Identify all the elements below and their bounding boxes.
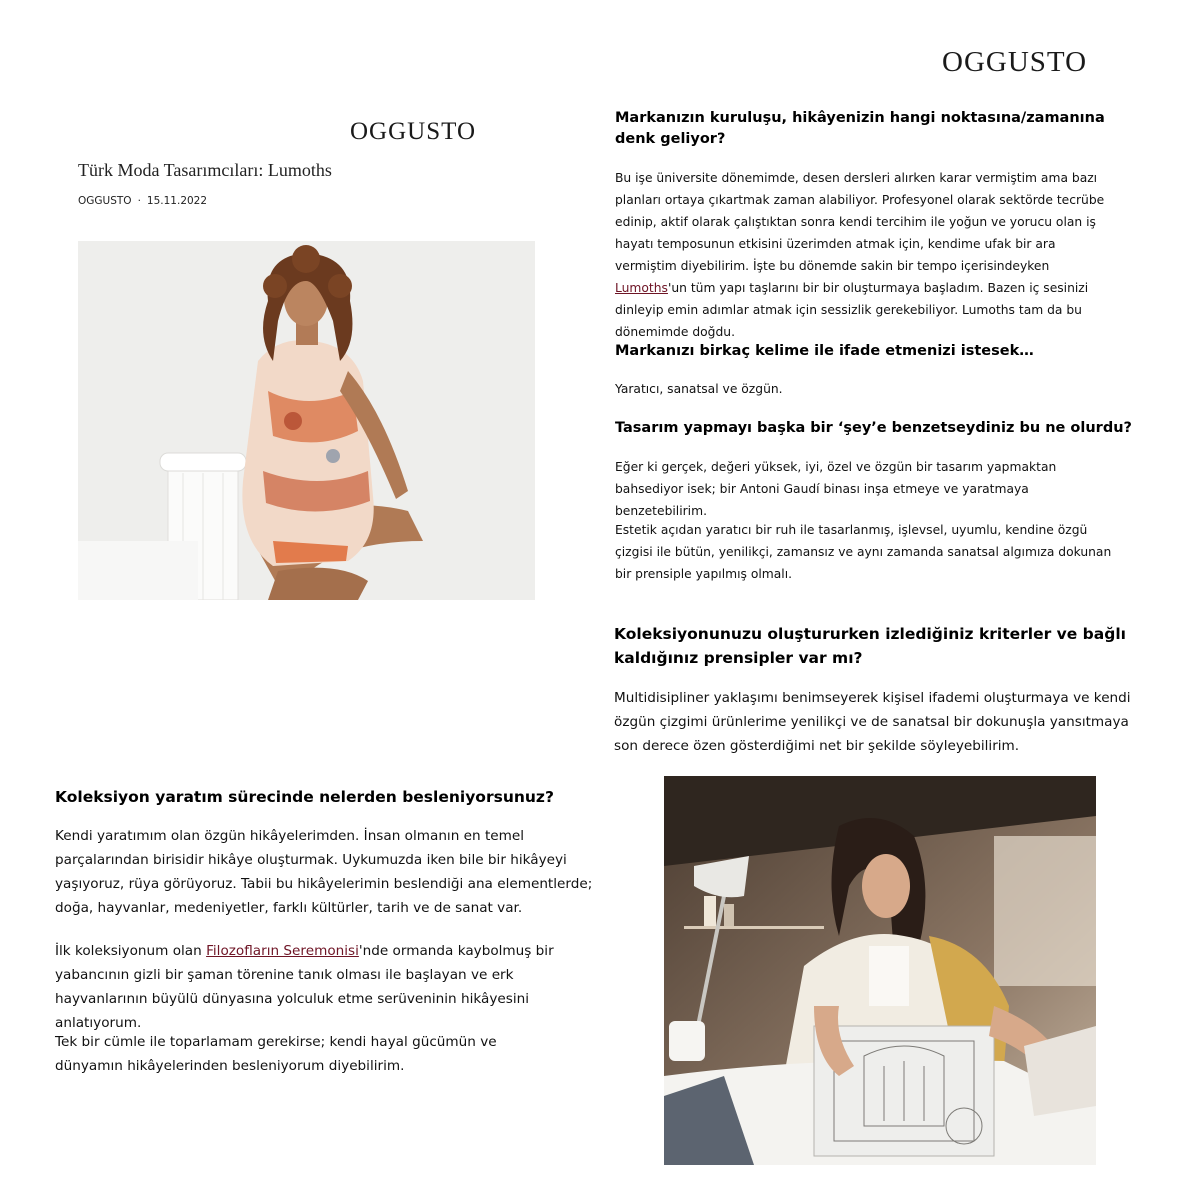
collection-link[interactable]: Filozofların Seremonisi <box>206 943 359 959</box>
q5-answer-3: Tek bir cümle ile toparlamam gerekirse; kendi hayal gücümün ve dünyamın hikâyelerinden besleniyorum diyebilirim. <box>55 1034 497 1074</box>
model-photo-illustration <box>78 241 535 600</box>
q5-answer-1: Kendi yaratımım olan özgün hikâyelerimden. İnsan olmanın en temel parçalarından birisidir hikâye oluşturmak. Uykumuzda iken bile bir hikâyeyi yaşıyoruz, rüya görüyoruz. Tabii bu hikâyelerimin beslendiği ana elementlerde; doğa, hayvanlar, medeniyetler, farklı kültürler, tarih ve de sanat var. <box>55 828 593 916</box>
q1-answer-text-b: 'un tüm yapı taşlarını bir bir oluşturmaya başladım. Bazen iç sesinizi dinleyip emin adımlar atmak için sessizlik gerekebiliyor. Lumoths tam da bu dönemimde doğdu. <box>615 281 1089 339</box>
q3-question: Tasarım yapmayı başka bir ‘şey’e benzetseydiniz bu ne olurdu? <box>615 420 1132 436</box>
q1-question: Markanızın kuruluşu, hikâyenizin hangi noktasına/zamanına denk geliyor? <box>615 110 1105 147</box>
q3-answer-1: Eğer ki gerçek, değeri yüksek, iyi, özel ve özgün bir tasarım yapmaktan bahsediyor isek; bir Antoni Gaudí binası inşa etmeye ve yaratmaya benzetebilirim. <box>615 460 1057 518</box>
q2-answer: Yaratıcı, sanatsal ve özgün. <box>615 382 783 396</box>
model-photo <box>78 241 535 600</box>
lumoths-link[interactable]: Lumoths <box>615 281 668 295</box>
q3-answer-2: Estetik açıdan yaratıcı bir ruh ile tasarlanmış, işlevsel, uyumlu, kendine özgü çizgisi ile bütün, yenilikçi, zamansız ve aynı zamanda sanatsal algımıza dokunan bir prensiple yapılmış olmalı. <box>615 523 1112 581</box>
q4-question: Koleksiyonunuzu oluştururken izlediğiniz kriterler ve bağlı kaldığınız prensipler var mı? <box>614 625 1126 667</box>
q5-answer-2-text-a: İlk koleksiyonum olan <box>55 943 207 959</box>
q4-answer: Multidisipliner yaklaşımı benimseyerek kişisel ifademi oluşturmaya ve kendi özgün çizgimi ürünlerime yenilikçi ve de sanatsal bir dokunuşla yansıtmaya son derece özen gösterdiğimi net bir şekilde söyleyebilirim. <box>614 690 1131 754</box>
q5-answer-2 <box>55 939 595 1035</box>
article-date: 15.11.2022 <box>146 195 208 207</box>
q1-answer <box>615 167 1120 343</box>
meta-separator: · <box>137 195 141 207</box>
q5-question: Koleksiyon yaratım sürecinde nelerden besleniyorsunuz? <box>55 788 554 806</box>
article-meta <box>78 195 207 207</box>
q2-question: Markanızı birkaç kelime ile ifade etmenizi istesek… <box>615 343 1034 359</box>
q5-answer-2-text-b: 'nde ormanda kaybolmuş bir yabancının gizli bir şaman törenine tanık olması ile başlayan ve erk hayvanlarının büyülü dünyasına yolculuk etme serüveninin hikâyesini anlatıyorum. <box>55 943 554 1031</box>
designer-photo-illustration <box>664 776 1096 1165</box>
designer-photo <box>664 776 1096 1165</box>
site-logo[interactable]: OGGUSTO <box>942 46 1088 78</box>
article-title: Türk Moda Tasarımcıları: Lumoths <box>78 160 332 180</box>
q1-answer-text-a: Bu işe üniversite dönemimde, desen dersleri alırken karar vermiştim ama bazı planları ortaya çıkartmak zaman alabiliyor. Profesyonel olarak sektörde tecrübe edinip, aktif olarak çalıştıktan sonra kendi tercihim ile yoğun ve yorucu olan iş hayatı temposunun etkisini üzerimden atmak için, kendime ufak bir ara vermiştim diyebilirim. İşte bu dönemde sakin bir tempo içerisindeyken <box>615 171 1105 273</box>
article-author[interactable]: OGGUSTO <box>78 195 132 207</box>
article-logo: OGGUSTO <box>350 118 476 145</box>
